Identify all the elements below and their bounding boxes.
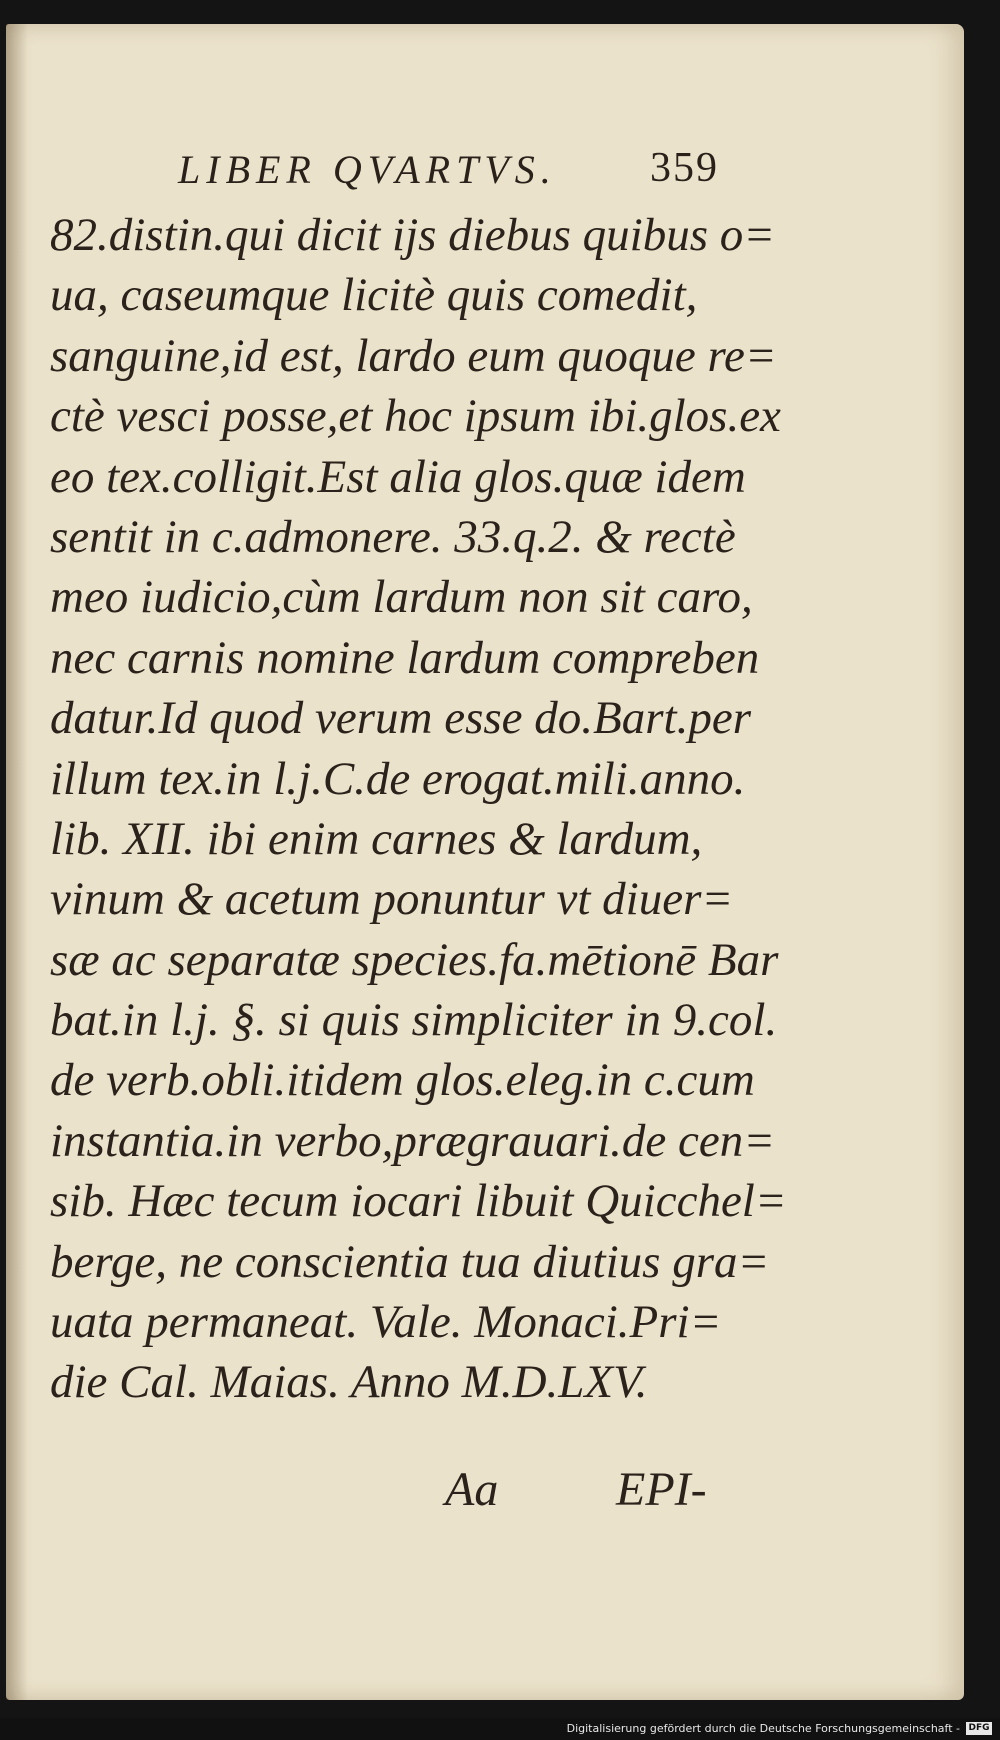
text-line: illum tex.in l.j.C.de erogat.mili.anno.	[50, 752, 746, 805]
text-line: sanguine,id est, lardo eum quoque re=	[50, 329, 777, 382]
text-line: die Cal. Maias. Anno M.D.LXV.	[50, 1356, 648, 1409]
text-line: sib. Hæc tecum iocari libuit Quicchel=	[50, 1175, 787, 1228]
dfg-logo-icon: DFG	[966, 1722, 992, 1735]
text-line: lib. XII. ibi enim carnes & lardum,	[50, 812, 703, 865]
text-line: berge, ne conscientia tua diutius gra=	[50, 1235, 770, 1288]
text-line: meo iudicio,cùm lardum non sit caro,	[50, 571, 753, 624]
page-header	[50, 146, 730, 196]
text-line: sentit in c.admonere. 33.q.2. & rectè	[50, 510, 736, 563]
text-line: nec carnis nomine lardum compreben	[50, 631, 760, 684]
text-line: uata permaneat. Vale. Monaci.Pri=	[50, 1296, 722, 1349]
text-line: instantia.in verbo,prægrauari.de cen=	[50, 1114, 775, 1167]
text-line: eo tex.colligit.Est alia glos.quæ idem	[50, 450, 746, 503]
text-line: vinum & acetum ponuntur vt diuer=	[50, 873, 734, 926]
text-line: sæ ac separatæ species.fa.mētionē Bar	[50, 933, 779, 986]
text-line: bat.in l.j. §. si quis simpliciter in 9.col.	[50, 994, 778, 1047]
text-line: ua, caseumque licitè quis comedit,	[50, 269, 698, 322]
signature-mark: Aa	[445, 1463, 499, 1516]
catchword: EPI-	[616, 1463, 707, 1516]
text-line: datur.Id quod verum esse do.Bart.per	[50, 692, 752, 745]
running-head: LIBER QVARTVS.	[178, 147, 557, 192]
text-line: ctè vesci posse,et hoc ipsum ibi.glos.ex	[50, 390, 781, 443]
body-text	[50, 205, 787, 1413]
page-gutter-shadow	[6, 24, 28, 1700]
page-number: 359	[650, 145, 719, 191]
text-line: 82.distin.qui dicit ijs diebus quibus o=	[50, 209, 775, 261]
text-line: de verb.obli.itidem glos.eleg.in c.cum	[50, 1054, 755, 1107]
digitization-banner-text: Digitalisierung gefördert durch die Deutsche Forschungsgemeinschaft -	[566, 1722, 960, 1735]
